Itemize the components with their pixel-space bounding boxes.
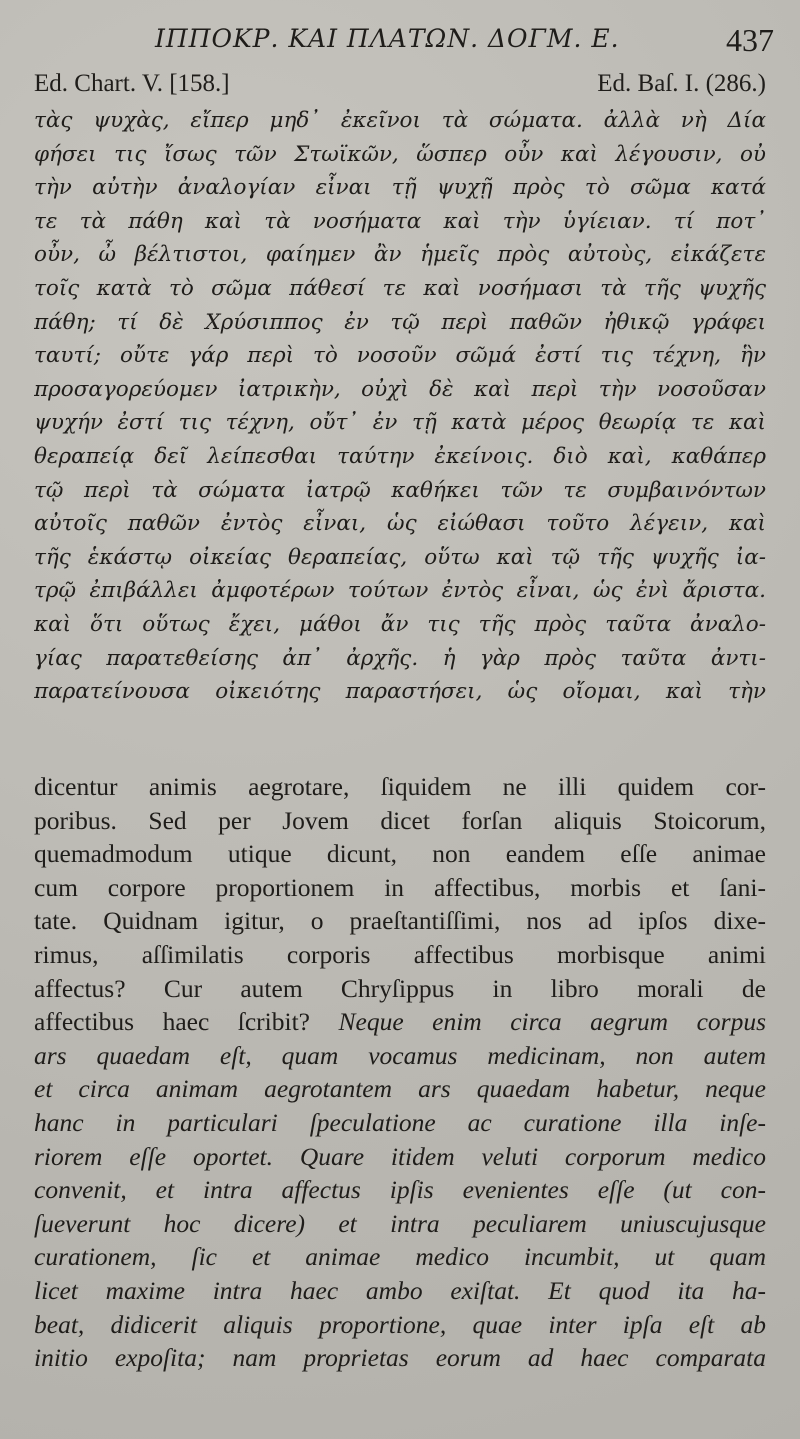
- latin-italic-quotation: ars quaedam eſt, quam vocamus medicinam, non autem: [34, 1040, 766, 1070]
- latin-italic-quotation: et circa animam aegrotantem ars quaedam habetur, neque: [34, 1074, 766, 1104]
- latin-text-line: [34, 1308, 766, 1342]
- latin-italic-quotation: hanc in particulari ſpeculatione ac curatione illa inſe-: [34, 1107, 766, 1137]
- greek-text-line: θεραπείᾳ δεῖ λείπεσθαι ταύτην ἐκείνοις. διὸ καὶ, καθάπερ: [34, 443, 766, 469]
- edition-basel-reference: Ed. Baſ. I. (286.): [597, 70, 766, 97]
- page-number: 437: [726, 22, 774, 58]
- edition-references: [34, 70, 766, 104]
- latin-text-line: [34, 1039, 766, 1073]
- latin-text-line: [34, 1173, 766, 1207]
- latin-text-line: [34, 804, 766, 838]
- latin-italic-quotation: initio expoſita; nam proprietas eorum ad haec comparata: [34, 1343, 766, 1373]
- greek-text-line: τρῷ ἐπιβάλλει ἀμφοτέρων τούτων ἐντὸς εἶναι, ὡς ἐνὶ ἄριστα.: [34, 578, 766, 604]
- greek-text-line: ταυτί; οὔτε γάρ περὶ τὸ νοσοῦν σῶμά ἐστί τις τέχνη, ἣν: [34, 343, 766, 369]
- greek-text-line: φήσει τις ἴσως τῶν Στωϊκῶν, ὥσπερ οὖν καὶ λέγουσιν, οὐ: [34, 141, 766, 167]
- greek-text-line: τὴν αὐτὴν ἀναλογίαν εἶναι τῇ ψυχῇ πρὸς τὸ σῶμα κατά: [34, 175, 766, 201]
- greek-text-line: πάθη; τί δὲ Χρύσιππος ἐν τῷ περὶ παθῶν ἠθικῷ γράφει: [34, 309, 766, 335]
- greek-text-block: [34, 104, 766, 709]
- latin-text-line: [34, 837, 766, 871]
- latin-text-line: [34, 938, 766, 972]
- latin-italic-quotation: licet maxime intra haec ambo exiſtat. Et quod ita ha-: [34, 1275, 766, 1305]
- latin-text-line: [34, 1072, 766, 1106]
- latin-text-line: [34, 1207, 766, 1241]
- latin-text-line: [34, 1341, 766, 1375]
- latin-text-line: [34, 1240, 766, 1274]
- latin-italic-quotation: riorem eſſe oportet. Quare itidem veluti corporum medico: [34, 1141, 766, 1171]
- greek-text-line: τὰς ψυχὰς, εἴπερ μηδ᾽ ἐκεῖνοι τὰ σώματα. ἀλλὰ νὴ Δία: [34, 108, 766, 133]
- greek-text-line: καὶ ὅτι οὕτως ἔχει, μάθοι ἄν τις τῆς πρὸς ταῦτα ἀναλο-: [34, 611, 766, 637]
- greek-text-line: τῷ περὶ τὰ σώματα ἰατρῷ καθήκει τῶν τε συμβαινόντων: [34, 477, 766, 503]
- greek-text-line: τῆς ἑκάστῳ οἰκείας θεραπείας, οὕτω καὶ τῷ τῆς ψυχῆς ἰα-: [34, 544, 766, 570]
- greek-text-line: παρατείνουσα οἰκειότης παραστήσει, ὡς οἴομαι, καὶ τὴν: [34, 679, 766, 705]
- latin-italic-quotation: beat, didicerit aliquis proportione, quae inter ipſa eſt ab: [34, 1309, 766, 1339]
- latin-text-line: [34, 871, 766, 905]
- latin-italic-quotation: curationem, ſic et animae medico incumbit, ut quam: [34, 1242, 766, 1272]
- greek-text-line: προσαγορεύομεν ἰατρικὴν, οὐχὶ δὲ καὶ περὶ τὴν νοσοῦσαν: [34, 376, 766, 402]
- greek-text-line: τοῖς κατὰ τὸ σῶμα πάθεσί τε καὶ νοσήμασι τὰ τῆς ψυχῆς: [34, 275, 766, 301]
- latin-italic-quotation: convenit, et intra affectus ipſis evenientes eſſe (ut con-: [34, 1175, 766, 1205]
- running-head: [30, 24, 778, 64]
- latin-italic-quotation: Neque enim circa aegrum corpus: [338, 1007, 766, 1037]
- latin-text-line: [34, 972, 766, 1006]
- latin-text-line: [34, 1005, 766, 1039]
- latin-roman-text: quemadmodum utique dicunt, non eandem eſſe animae: [34, 839, 766, 869]
- greek-text-line: οὖν, ὦ βέλτιστοι, φαίημεν ἂν ἡμεῖς πρὸς αὐτοὺς, εἰκάζετε: [34, 242, 766, 268]
- latin-roman-text: dicentur animis aegrotare, ſiquidem ne illi quidem cor-: [34, 772, 766, 801]
- latin-roman-text: affectibus haec ſcribit?: [34, 1007, 339, 1037]
- greek-text-line: τε τὰ πάθη καὶ τὰ νοσήματα καὶ τὴν ὑγίειαν. τί ποτ᾽: [34, 208, 766, 234]
- latin-roman-text: cum corpore proportionem in affectibus, morbis et ſani-: [34, 872, 766, 902]
- latin-roman-text: affectus? Cur autem Chryſippus in libro morali de: [34, 973, 766, 1003]
- running-title: ΙΠΠΟΚΡ. ΚΑΙ ΠΛΑΤΩΝ. ΔΟΓΜ. Ε.: [155, 24, 620, 53]
- greek-text-line: γίας παρατεθείσης ἀπ᾽ ἀρχῆς. ἡ γὰρ πρὸς ταῦτα ἀντι-: [34, 645, 766, 671]
- edition-chartier-reference: Ed. Chart. V. [158.]: [34, 70, 230, 97]
- latin-text-line: [34, 904, 766, 938]
- latin-roman-text: rimus, aſſimilatis corporis affectibus morbisque animi: [34, 939, 766, 969]
- latin-text-line: [34, 1140, 766, 1174]
- latin-text-line: [34, 1274, 766, 1308]
- latin-text-line: [34, 1106, 766, 1140]
- latin-roman-text: poribus. Sed per Jovem dicet forſan aliquis Stoicorum,: [34, 805, 766, 835]
- greek-text-line: αὐτοῖς παθῶν ἐντὸς εἶναι, ὡς εἰώθασι τοῦτο λέγειν, καὶ: [34, 511, 766, 537]
- latin-text-block: [34, 770, 766, 1375]
- latin-text-line: [34, 770, 766, 804]
- greek-text-line: ψυχήν ἐστί τις τέχνη, οὔτ᾽ ἐν τῇ κατὰ μέρος θεωρίᾳ τε καὶ: [34, 410, 766, 436]
- latin-italic-quotation: ſueverunt hoc dicere) et intra peculiarem uniuscujusque: [34, 1208, 766, 1238]
- latin-roman-text: tate. Quidnam igitur, o praeſtantiſſimi, nos ad ipſos dixe-: [34, 906, 766, 936]
